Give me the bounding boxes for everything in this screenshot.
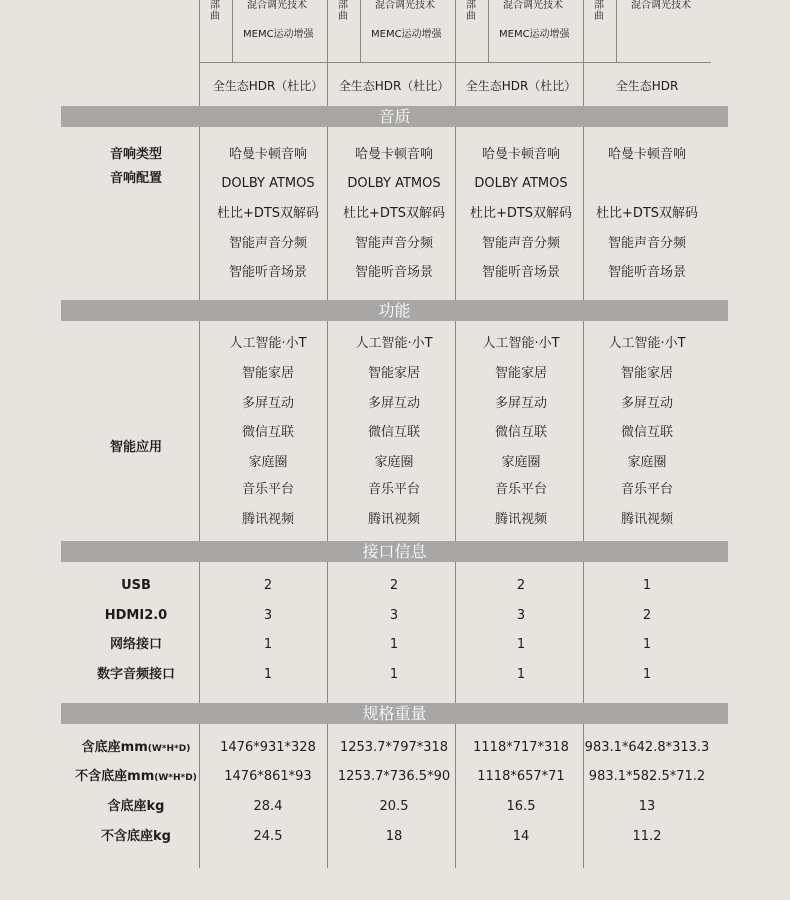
spec-value: 983.1*642.8*313.3 (584, 740, 710, 755)
port-value: 3 (516, 608, 526, 623)
port-value: 1 (516, 667, 526, 682)
audio-value: 智能听音场景 (354, 265, 433, 280)
feature-value: 人工智能·小T (229, 336, 307, 351)
feature-value: 多屏互动 (367, 396, 420, 411)
smart-apps-label: 智能应用 (109, 440, 162, 455)
feature-value: 腾讯视频 (620, 512, 673, 527)
spec-label-text: 含底座kg (107, 799, 165, 814)
tech-row2-text: MEMC运动增强 (499, 29, 570, 40)
port-value: 2 (642, 608, 652, 623)
tech-row1-text: 混合调光技术 (375, 0, 435, 11)
feature-value: 微信互联 (620, 425, 673, 440)
port-value: 2 (516, 578, 526, 593)
feature-value: 微信互联 (241, 425, 294, 440)
spec-value: 13 (638, 799, 656, 814)
port-label: HDMI2.0 (104, 608, 168, 623)
port-value: 1 (642, 637, 652, 652)
feature-value: 多屏互动 (494, 396, 547, 411)
port-value: 3 (389, 608, 399, 623)
spec-label-text: 含底座mm (81, 740, 148, 755)
port-label: 数字音频接口 (96, 667, 175, 682)
port-value: 1 (642, 578, 652, 593)
audio-value: 杜比+DTS双解码 (342, 206, 446, 221)
tech-row2-text: MEMC运动增强 (371, 29, 442, 40)
port-value: 1 (263, 667, 273, 682)
vertical-label-char: 曲 (594, 11, 604, 22)
section-header-features: 功能 (61, 300, 728, 321)
port-label: USB (121, 578, 151, 593)
feature-value: 多屏互动 (241, 396, 294, 411)
spec-value: 1253.7*797*318 (339, 740, 449, 755)
spec-label (61, 799, 211, 815)
port-value: 1 (516, 637, 526, 652)
feature-value: 人工智能·小T (482, 336, 560, 351)
section-header-audio: 音质 (61, 106, 728, 127)
feature-value: 家庭圈 (501, 455, 541, 470)
feature-value: 人工智能·小T (355, 336, 433, 351)
vertical-label-char: 曲 (466, 11, 476, 22)
top-subdivider-0 (232, 0, 233, 62)
spec-value: 983.1*582.5*71.2 (588, 769, 706, 784)
spec-label-text: 不含底座kg (101, 829, 171, 844)
spec-value: 1476*861*93 (224, 769, 312, 784)
feature-value: 智能家居 (494, 366, 547, 381)
audio-value: 智能声音分频 (607, 236, 686, 251)
audio-value: 智能声音分频 (481, 236, 560, 251)
vertical-label-char: 曲 (210, 11, 220, 22)
audio-value: 杜比+DTS双解码 (216, 206, 320, 221)
spec-unit: (W*H*D) (147, 744, 191, 754)
top-subdivider-3 (616, 0, 617, 62)
port-value: 1 (642, 667, 652, 682)
audio-value: 杜比+DTS双解码 (469, 206, 573, 221)
top-divider-0 (199, 0, 200, 62)
audio-value: 哈曼卡顿音响 (228, 147, 307, 162)
feature-value: 家庭圈 (627, 455, 667, 470)
port-value: 1 (389, 667, 399, 682)
top-subdivider-1 (360, 0, 361, 62)
hdr-value: 全生态HDR (615, 79, 679, 93)
feature-value: 智能家居 (367, 366, 420, 381)
feature-value: 人工智能·小T (608, 336, 686, 351)
top-divider-3 (583, 0, 584, 62)
spec-value: 20.5 (379, 799, 409, 814)
audio-value: DOLBY ATMOS (474, 176, 568, 191)
audio-value: DOLBY ATMOS (347, 176, 441, 191)
spec-unit: (W*H*D) (154, 773, 197, 783)
vertical-label-char: 部 (594, 0, 604, 11)
audio-value: 杜比+DTS双解码 (595, 206, 699, 221)
section-header-specs: 规格重量 (61, 703, 728, 724)
audio-value: 智能声音分频 (228, 236, 307, 251)
feature-value: 智能家居 (620, 366, 673, 381)
vertical-label-char: 部 (466, 0, 476, 11)
features-divider-0 (199, 321, 200, 541)
feature-value: 腾讯视频 (367, 512, 420, 527)
audio-value: 哈曼卡顿音响 (481, 147, 560, 162)
audio-value: 哈曼卡顿音响 (607, 147, 686, 162)
feature-value: 腾讯视频 (241, 512, 294, 527)
feature-value: 音乐平台 (241, 482, 294, 497)
hdr-value: 全生态HDR（杜比） (212, 79, 324, 93)
audio-value: DOLBY ATMOS (221, 176, 315, 191)
spec-value: 24.5 (253, 829, 283, 844)
spec-value: 1118*717*318 (473, 740, 569, 755)
hdr-value: 全生态HDR（杜比） (338, 79, 450, 93)
audio-value: 智能听音场景 (607, 265, 686, 280)
top-divider-1 (327, 0, 328, 62)
audio-value: 哈曼卡顿音响 (354, 147, 433, 162)
audio-value: 智能听音场景 (228, 265, 307, 280)
port-value: 3 (263, 608, 273, 623)
audio-value: 智能听音场景 (481, 265, 560, 280)
spec-value: 14 (512, 829, 530, 844)
port-label: 网络接口 (109, 637, 162, 652)
feature-value: 音乐平台 (620, 482, 673, 497)
tech-row2-text: MEMC运动增强 (243, 29, 314, 40)
feature-value: 多屏互动 (620, 396, 673, 411)
feature-value: 家庭圈 (248, 455, 288, 470)
feature-value: 家庭圈 (374, 455, 414, 470)
port-value: 1 (263, 637, 273, 652)
feature-value: 音乐平台 (494, 482, 547, 497)
tech-row1-text: 混合调光技术 (247, 0, 307, 11)
spec-value: 16.5 (506, 799, 536, 814)
spec-value: 1476*931*328 (220, 740, 316, 755)
spec-label-text: 不含底座mm (75, 769, 155, 784)
spec-label (61, 829, 211, 845)
spec-value: 1118*657*71 (477, 769, 565, 784)
port-value: 2 (389, 578, 399, 593)
audio-value: 智能声音分频 (354, 236, 433, 251)
feature-value: 微信互联 (494, 425, 547, 440)
vertical-label-char: 部 (210, 0, 220, 11)
feature-value: 音乐平台 (367, 482, 420, 497)
audio-type-label: 音响类型 (109, 147, 162, 162)
spec-label (61, 740, 211, 757)
section-header-ports: 接口信息 (61, 541, 728, 562)
top-subdivider-2 (488, 0, 489, 62)
spec-value: 11.2 (632, 829, 662, 844)
spec-value: 28.4 (253, 799, 283, 814)
port-value: 2 (263, 578, 273, 593)
vertical-label-char: 部 (338, 0, 348, 11)
hdr-value: 全生态HDR（杜比） (465, 79, 577, 93)
spec-label (61, 769, 211, 786)
tech-row1-text: 混合调光技术 (503, 0, 563, 11)
feature-value: 腾讯视频 (494, 512, 547, 527)
feature-value: 智能家居 (241, 366, 294, 381)
audio-config-label: 音响配置 (109, 171, 162, 186)
top-divider-2 (455, 0, 456, 62)
spec-value: 18 (385, 829, 403, 844)
port-value: 1 (389, 637, 399, 652)
spec-value: 1253.7*736.5*90 (337, 769, 451, 784)
vertical-label-char: 曲 (338, 11, 348, 22)
tech-row1-text: 混合调光技术 (631, 0, 691, 11)
feature-value: 微信互联 (367, 425, 420, 440)
hdr-divider-0 (199, 62, 200, 106)
